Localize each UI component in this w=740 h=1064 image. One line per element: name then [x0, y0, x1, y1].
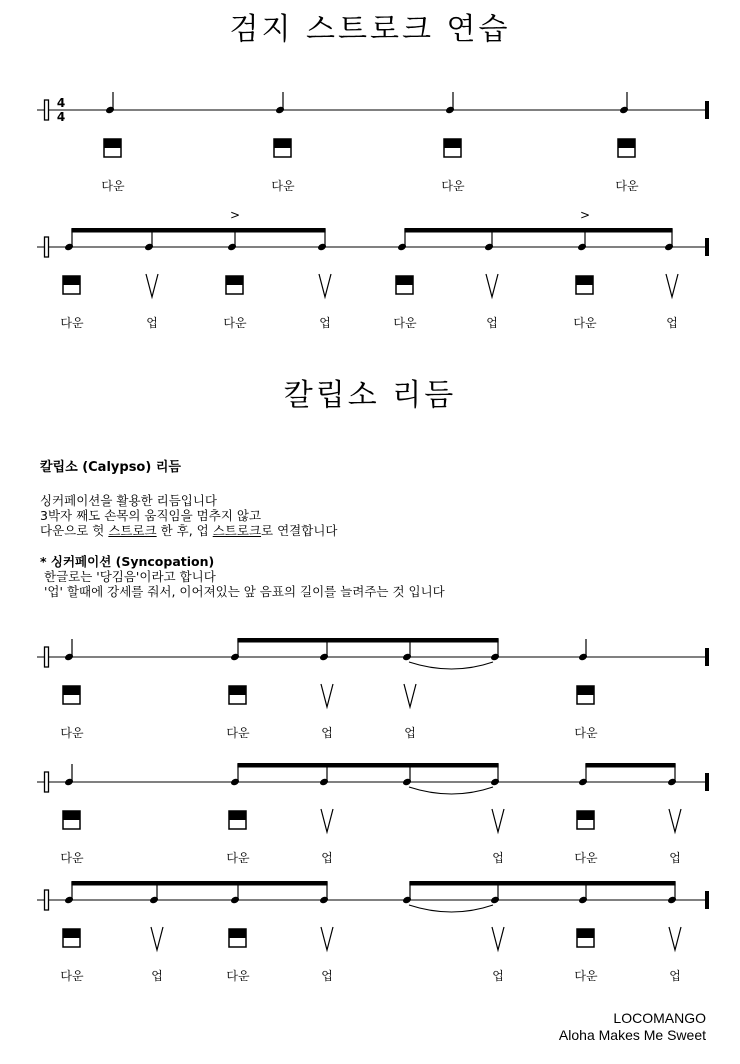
- percussion-clef: [45, 237, 49, 257]
- down-stroke-bar: [577, 811, 594, 820]
- time-signature-top: 4: [56, 96, 66, 110]
- staff-1: [0, 90, 740, 200]
- up-stroke-icon: [669, 809, 681, 832]
- down-stroke-bar: [577, 929, 594, 938]
- stroke-label-up: 업: [669, 851, 681, 865]
- staff-2: [0, 200, 740, 335]
- up-stroke-icon: [151, 927, 163, 950]
- stroke-label-up: 업: [151, 969, 163, 983]
- stroke-label-up: 업: [319, 316, 331, 330]
- stroke-label-down: 다운: [441, 179, 465, 193]
- down-stroke-bar: [576, 276, 593, 285]
- down-stroke-bar: [63, 686, 80, 695]
- down-stroke-bar: [104, 139, 121, 148]
- stroke-label-up: 업: [492, 969, 504, 983]
- accent-mark: >: [229, 208, 241, 222]
- syncopation-line-2: '업' 할때에 강세를 줘서, 이어져있는 앞 음표의 길이를 늘려주는 것 입니다: [44, 584, 445, 599]
- stroke-label-up: 업: [321, 726, 333, 740]
- up-stroke-icon: [492, 809, 504, 832]
- down-stroke-bar: [226, 276, 243, 285]
- staff-3: [0, 620, 740, 745]
- beam: [237, 638, 498, 643]
- staff-5: [0, 868, 740, 993]
- beam: [585, 763, 675, 768]
- stroke-label-up: 업: [321, 851, 333, 865]
- down-stroke-bar: [63, 276, 80, 285]
- beam: [71, 228, 325, 233]
- up-stroke-icon: [669, 927, 681, 950]
- description-line-2: 3박자 째도 손목의 움직임을 멈추지 않고: [40, 508, 262, 523]
- stroke-label-up: 업: [669, 969, 681, 983]
- description-line-3: 다운으로 헛 스트로크 한 후, 업 스트로크로 연결합니다: [40, 523, 338, 538]
- down-stroke-bar: [577, 686, 594, 695]
- percussion-clef: [45, 890, 49, 910]
- brand-name: LOCOMANGO: [613, 1010, 706, 1026]
- stroke-label-down: 다운: [60, 851, 84, 865]
- stroke-label-up: 업: [146, 316, 158, 330]
- down-stroke-bar: [63, 929, 80, 938]
- up-stroke-icon: [321, 927, 333, 950]
- percussion-clef: [45, 772, 49, 792]
- stroke-label-down: 다운: [223, 316, 247, 330]
- stroke-label-up: 업: [492, 851, 504, 865]
- down-stroke-bar: [229, 811, 246, 820]
- stroke-label-down: 다운: [573, 316, 597, 330]
- stroke-label-up: 업: [404, 726, 416, 740]
- tie: [409, 905, 493, 912]
- up-stroke-icon: [486, 274, 498, 297]
- stroke-practice-title: 검지 스트로크 연습: [229, 12, 511, 47]
- beam: [71, 881, 327, 886]
- stroke-label-down: 다운: [615, 179, 639, 193]
- percussion-clef: [45, 100, 49, 120]
- stroke-label-down: 다운: [574, 726, 598, 740]
- stroke-label-down: 다운: [226, 851, 250, 865]
- percussion-clef: [45, 647, 49, 667]
- syncopation-line-1: 한글로는 '당김음'이라고 합니다: [44, 569, 216, 584]
- up-stroke-icon: [146, 274, 158, 297]
- up-stroke-icon: [666, 274, 678, 297]
- stroke-label-down: 다운: [393, 316, 417, 330]
- stroke-label-up: 업: [666, 316, 678, 330]
- stroke-label-down: 다운: [60, 316, 84, 330]
- tie: [409, 787, 493, 794]
- calypso-title: 칼립소 리듬: [283, 378, 457, 413]
- down-stroke-bar: [63, 811, 80, 820]
- down-stroke-bar: [396, 276, 413, 285]
- up-stroke-icon: [492, 927, 504, 950]
- up-stroke-icon: [321, 809, 333, 832]
- up-stroke-icon: [321, 684, 333, 707]
- time-signature-bottom: 4: [56, 110, 66, 124]
- stroke-label-down: 다운: [226, 969, 250, 983]
- down-stroke-bar: [229, 929, 246, 938]
- calypso-heading: 칼립소 (Calypso) 리듬: [40, 460, 181, 475]
- brand-subtitle: Aloha Makes Me Sweet: [558, 1027, 706, 1043]
- end-barline: [705, 648, 709, 666]
- stroke-label-down: 다운: [101, 179, 125, 193]
- footer: [559, 1010, 706, 1044]
- tie: [409, 662, 493, 669]
- end-barline: [705, 238, 709, 256]
- beam: [404, 228, 672, 233]
- down-stroke-bar: [618, 139, 635, 148]
- calypso-description: [40, 460, 700, 599]
- stroke-label-down: 다운: [574, 969, 598, 983]
- beam: [237, 763, 498, 768]
- up-stroke-icon: [319, 274, 331, 297]
- stroke-label-down: 다운: [574, 851, 598, 865]
- end-barline: [705, 773, 709, 791]
- stroke-label-up: 업: [321, 969, 333, 983]
- stroke-label-down: 다운: [271, 179, 295, 193]
- staff-4: [0, 745, 740, 870]
- beam: [409, 881, 675, 886]
- stroke-label-up: 업: [486, 316, 498, 330]
- syncopation-heading: * 싱커페이션 (Syncopation): [40, 554, 215, 569]
- end-barline: [705, 891, 709, 909]
- down-stroke-bar: [444, 139, 461, 148]
- stroke-label-down: 다운: [226, 726, 250, 740]
- accent-mark: >: [579, 208, 591, 222]
- end-barline: [705, 101, 709, 119]
- down-stroke-bar: [229, 686, 246, 695]
- down-stroke-bar: [274, 139, 291, 148]
- stroke-label-down: 다운: [60, 969, 84, 983]
- description-line-1: 싱커페이션을 활용한 리듬입니다: [40, 493, 217, 508]
- up-stroke-icon: [404, 684, 416, 707]
- stroke-label-down: 다운: [60, 726, 84, 740]
